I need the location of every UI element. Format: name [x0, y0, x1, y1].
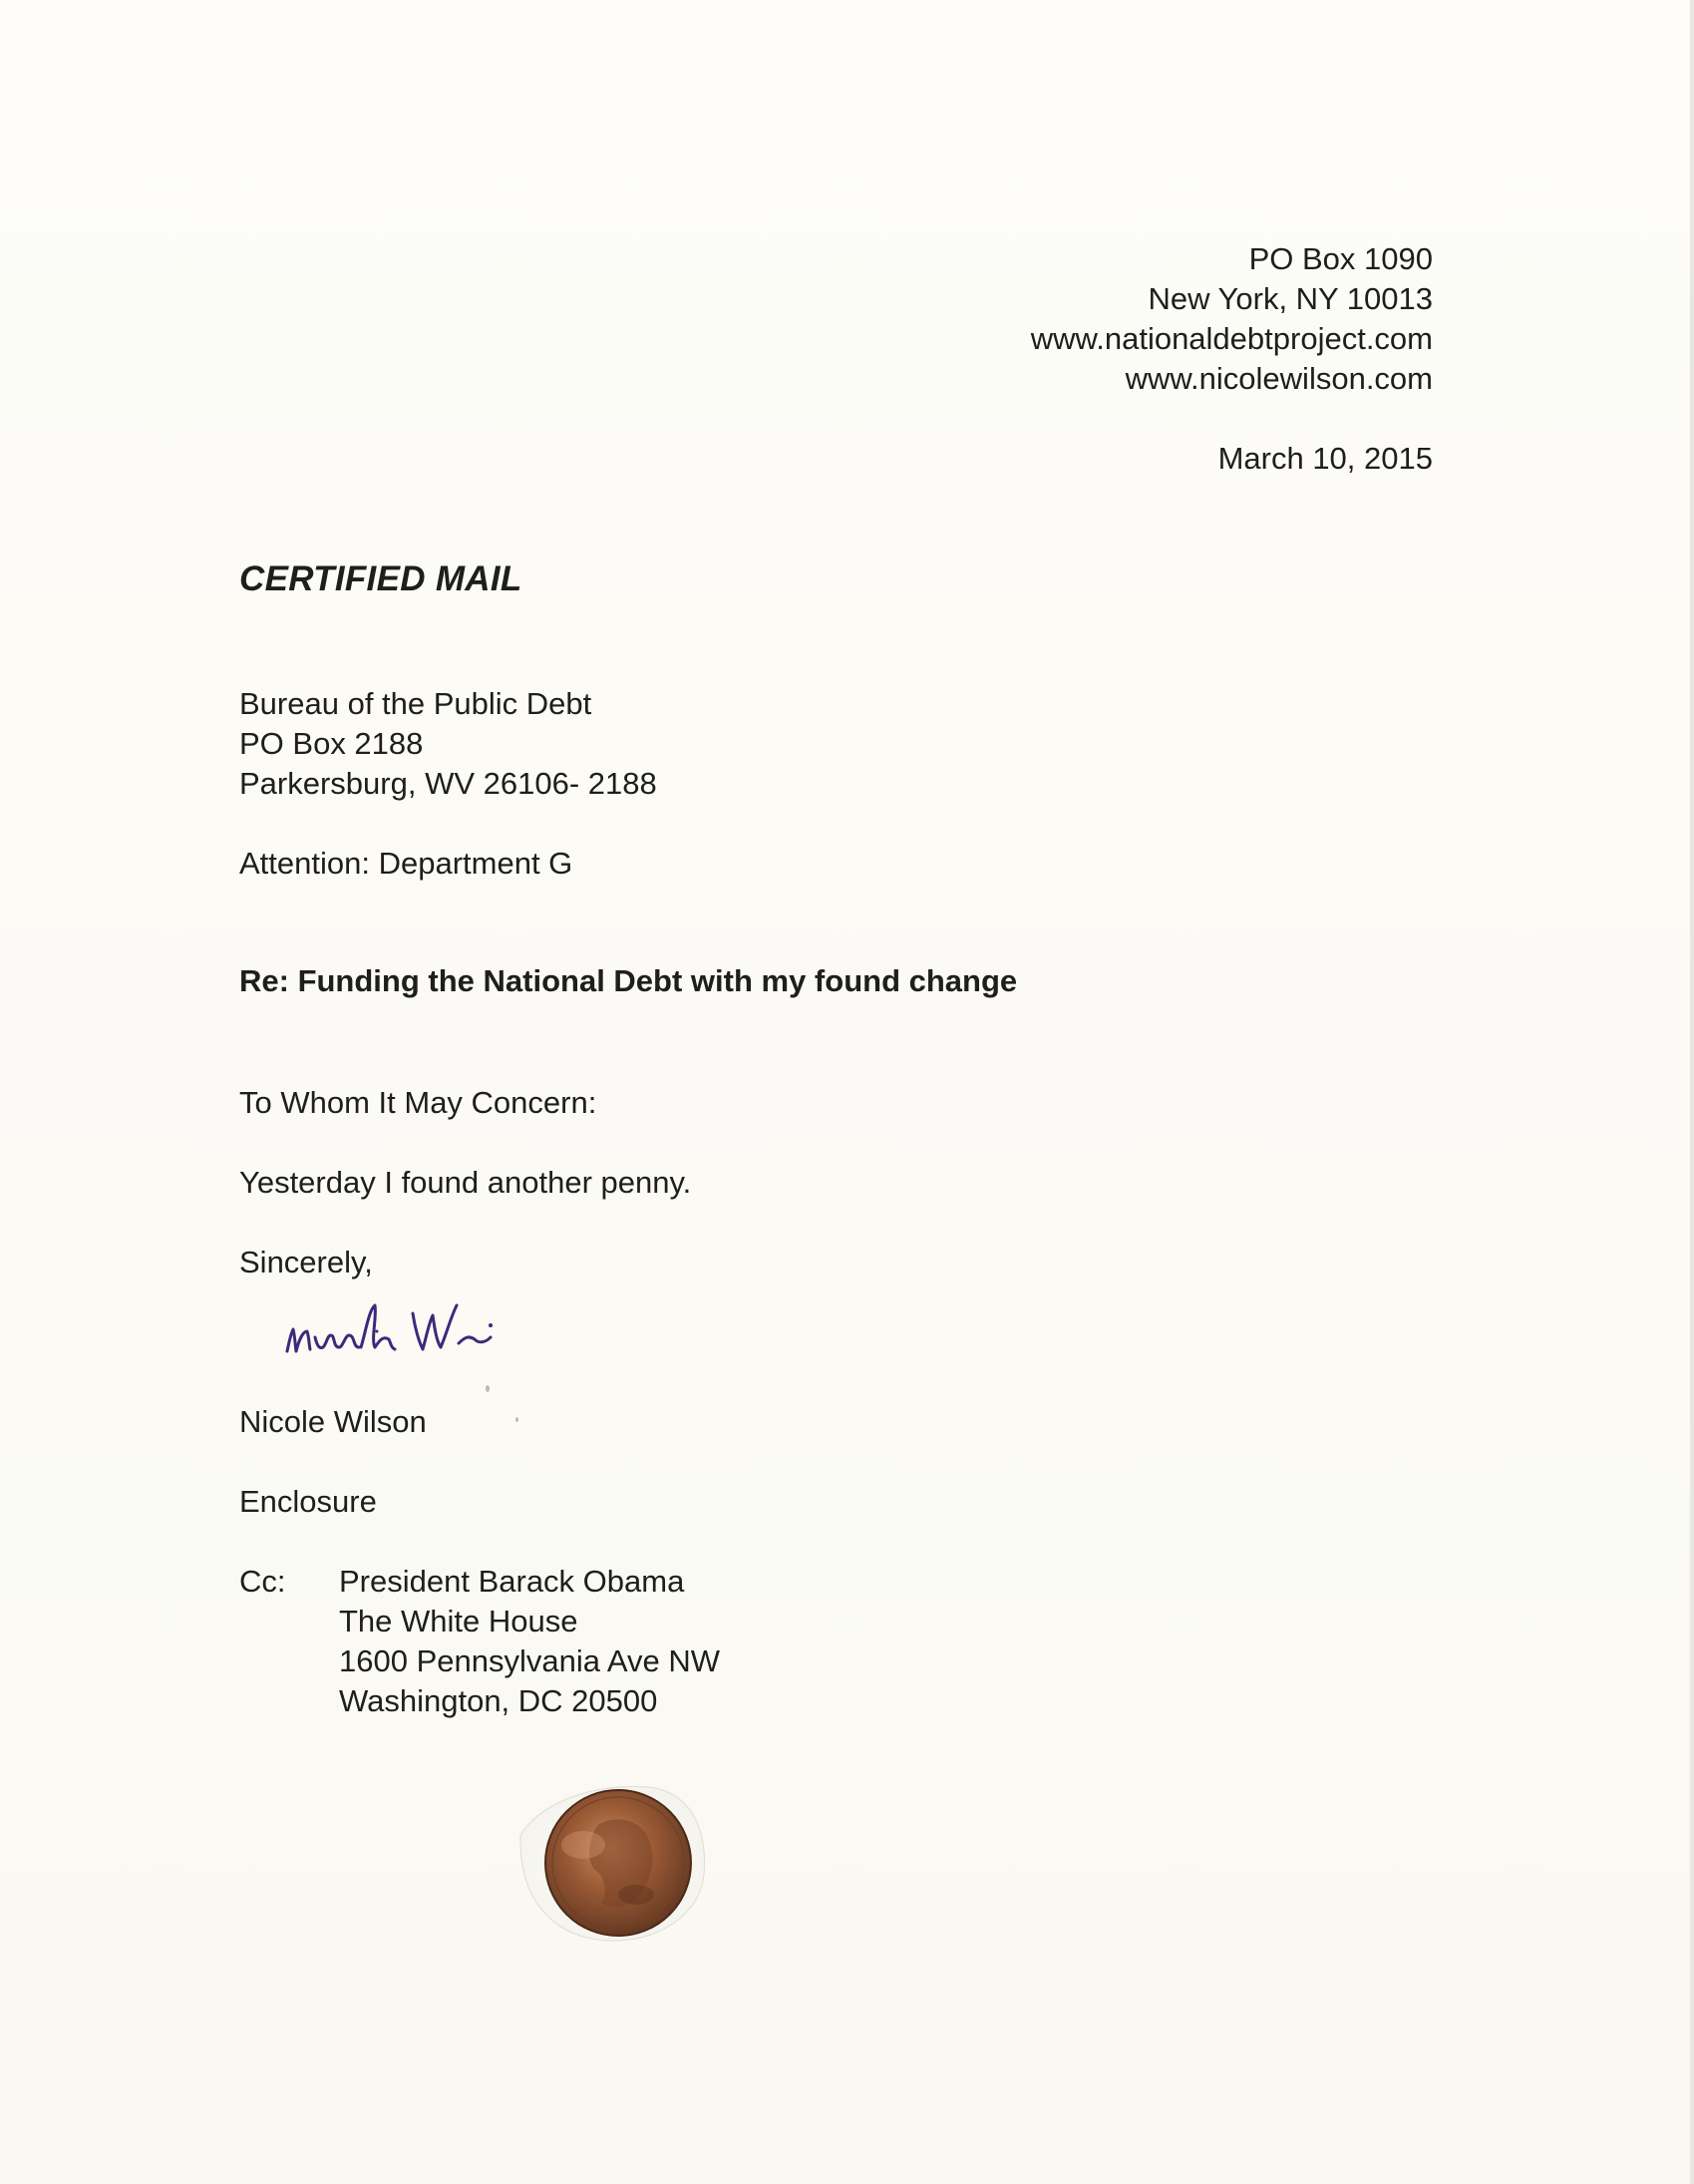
cc-label: Cc:: [239, 1564, 286, 1599]
paper-edge: [1690, 0, 1694, 2184]
recipient-line-3: Parkersburg, WV 26106- 2188: [239, 766, 657, 801]
certified-mail-heading: CERTIFIED MAIL: [239, 559, 522, 598]
sender-name: Nicole Wilson: [239, 1404, 427, 1439]
scan-speck: [486, 1385, 490, 1392]
recipient-line-2: PO Box 2188: [239, 726, 424, 761]
cc-line-4: Washington, DC 20500: [339, 1683, 658, 1718]
cc-line-1: President Barack Obama: [339, 1564, 685, 1599]
letter-body: Yesterday I found another penny.: [239, 1165, 692, 1200]
subject-line: Re: Funding the National Debt with my found change: [239, 963, 1018, 998]
return-address-line-2: New York, NY 10013: [1148, 281, 1433, 316]
enclosed-penny: [508, 1765, 718, 1955]
return-address-website-2: www.nicolewilson.com: [1125, 361, 1433, 396]
scan-speck: [515, 1417, 518, 1422]
letter-date: March 10, 2015: [1217, 441, 1433, 476]
cc-address: [339, 1562, 720, 1721]
salutation: To Whom It May Concern:: [239, 1085, 597, 1120]
cc-line-2: The White House: [339, 1604, 578, 1638]
return-address-website-1: www.nationaldebtproject.com: [1030, 321, 1433, 356]
recipient-line-1: Bureau of the Public Debt: [239, 686, 592, 721]
cc-line-3: 1600 Pennsylvania Ave NW: [339, 1643, 720, 1678]
return-address-line-1: PO Box 1090: [1248, 241, 1433, 276]
attention-line: Attention: Department G: [239, 846, 573, 881]
closing: Sincerely,: [239, 1245, 373, 1279]
handwritten-signature: [279, 1291, 598, 1371]
enclosure-note: Enclosure: [239, 1484, 377, 1519]
